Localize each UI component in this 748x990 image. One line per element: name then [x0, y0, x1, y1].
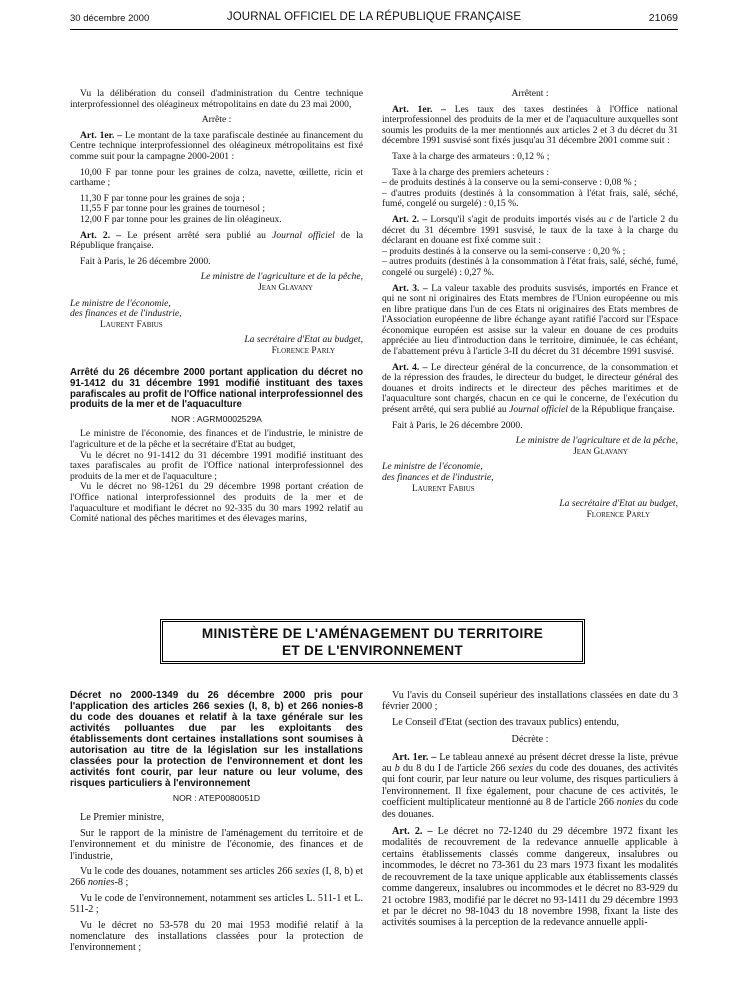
- rate-soja: 11,30 F par tonne pour les graines de soja ;: [80, 192, 245, 204]
- decree-title: Décret no 2000-1349 du 26 décembre 2000 pris pour l'application des articles 266 sexies (I, 8, b) et 266 nonies-8 du code des douanes et relatif à la taxe générale sur les activités polluantes due par les exploitants des établissements dont certaines installations sont soumises à autorisation au titre de la législation sur les installations classées pour la protection de l'environnement et dont les activités font courir, par leur nature ou leur volume, des risques particuliers à l'environnement: [70, 690, 363, 789]
- tax-armateurs: Taxe à la charge des armateurs : 0,12 % ;: [392, 150, 550, 162]
- signatory-role: Le ministre de l'économie,: [382, 461, 483, 473]
- article-1-label: Art. 1er. –: [392, 751, 437, 763]
- signatory-role: La secrétaire d'Etat au budget,: [559, 498, 678, 510]
- running-header: [70, 11, 678, 27]
- left-bottom-column: [70, 690, 363, 954]
- signatory-name: Laurent Fabius: [412, 483, 475, 494]
- vu-decret-1991: Vu le décret no 91-1412 du 31 décembre 1991 modifié instituant des taxes parafiscales au profit de l'Office national interprofessionnel des produits de la mer et de l'aquaculture ;: [70, 449, 363, 482]
- sur-le-rapport: Sur le rapport de la ministre de l'aménagement du territoire et de l'environnement et du ministre de l'économie, des finances et de l'industrie,: [70, 827, 363, 862]
- intro-ministers: Le ministre de l'économie, des finances et de l'industrie, le ministre de l'agriculture et de la pêche et la secrétaire d'Etat au budget,: [70, 428, 363, 451]
- vu-code-douanes: Vu le code des douanes, notamment ses articles 266 sexies (I, 8, b) et 266 nonies-8 ;: [70, 866, 363, 889]
- vu-avis-conseil: Vu l'avis du Conseil supérieur des installations classées en date du 3 février 2000 ;: [382, 690, 678, 713]
- signatory-name: Jean Glavany: [258, 282, 313, 293]
- signatory-role: Le ministre de l'agriculture et de la pêche,: [200, 271, 363, 283]
- ministry-heading-box: [160, 619, 585, 664]
- rate-tournesol: 11,55 F par tonne pour les graines de tournesol ;: [80, 203, 266, 215]
- left-top-column: [70, 89, 363, 525]
- right-bottom-column: [382, 690, 678, 929]
- fait-a-paris: Fait à Paris, le 26 décembre 2000.: [392, 419, 523, 431]
- rate-colza: 10,00 F par tonne pour les graines de colza, navette, œillette, ricin et carthame ;: [70, 166, 363, 189]
- decrete-heading: Décrète :: [511, 734, 549, 746]
- header-date: 30 décembre 2000: [70, 13, 150, 24]
- conseil-etat: Le Conseil d'Etat (section des travaux publics) entendu,: [392, 716, 620, 728]
- right-top-column: [382, 89, 678, 520]
- article-2-label: Art. 2. –: [80, 229, 122, 241]
- list-item: – de produits destinés à la conserve ou la semi-conserve : 0,08 % ;: [382, 177, 637, 189]
- premier-ministre: Le Premier ministre,: [80, 812, 165, 824]
- list-item: – d'autres produits (destinés à la consommation à l'état frais, salé, séché, fumé, congelé ou surgelé) : 0,15 %.: [382, 187, 678, 210]
- signatory-role: La secrétaire d'Etat au budget,: [244, 334, 363, 346]
- vu-deliberation: Vu la délibération du conseil d'administration du Centre technique interprofessionnel des oléagineux métropolitains en date du 23 mai 2000,: [70, 88, 363, 110]
- nor-reference: NOR : ATEP0080051D: [172, 793, 261, 803]
- vu-decret-1998: Vu le décret no 98-1261 du 29 décembre 1998 portant création de l'Office national interprofessionnel des produits de la mer et de l'aquaculture et modifiant le décret no 92-335 du 30 mars 1992 relatif au Comité national des pêches maritimes et des élevages marins,: [70, 481, 363, 525]
- article-1: Art. 1er. – Le montant de la taxe parafiscale destinée au financement du Centre technique interprofessionnel des oléagineux métropolitains est fixé comme suit pour la campagne 2000-2001 :: [70, 129, 363, 162]
- article-2: Art. 2. – Le présent arrêté sera publié au Journal officiel de la République française.: [70, 229, 364, 252]
- tax-acheteurs: Taxe à la charge des premiers acheteurs :: [392, 166, 550, 178]
- article-4-label: Art. 4. –: [392, 361, 428, 373]
- signatory-role: Le ministre de l'économie,: [70, 297, 171, 309]
- page-number: 21069: [648, 12, 678, 24]
- article-3: Art. 3. – La valeur taxable des produits susvisés, importés en France et qui ne sont ni originaires des Etats membres de l'Union européenne ou mis en libre pratique dans l'un de ces Etats ni originaires des Etats membres de l'Association européenne de libre échange ayant ratifié l'accord sur l'Espace économique européen est assise sur la valeur en douane de ces produits appréciée au lieu d'introduction dans le territoire, diminuée, le cas échéant, de l'abattement prévu à l'article 3-II du décret du 31 décembre 1991 susvisé.: [382, 282, 678, 358]
- list-item: – autres produits (destinés à la consommation à l'état frais, salé, séché, fumé, congelé ou surgelé) : 0,27 %.: [382, 256, 678, 278]
- signatory-name: Jean Glavany: [573, 446, 628, 457]
- signatory-name: Florence Parly: [271, 345, 335, 356]
- article-2-label: Art. 2. –: [392, 826, 433, 838]
- article-2: Art. 2. – Le décret no 72-1240 du 29 décembre 1972 fixant les modalités de recouvrement de la redevance annuelle applicable à certains établissements classés comme dangereux, insalubres ou incommodes, le décret no 73-361 du 23 mars 1973 fixant les modalités de recouvrement de la taxe unique applicable aux établissements classés comme dangereux, insalubres ou incommodes et le décret no 83-929 du 21 octobre 1983, modifié par le décret no 93-1411 du 29 décembre 1993 et par le décret no 98-1043 du 18 novembre 1998, fixant la liste des activités soumises à la perception de la redevance annuelle appli-: [382, 826, 678, 929]
- vu-decret-1953: Vu le décret no 53-578 du 20 mai 1953 modifié relatif à la nomenclature des installations classées pour la protection de l'environnement ;: [70, 919, 363, 954]
- article-1: Art. 1er. – Les taux des taxes destinées à l'Office national interprofessionnel des produits de la mer et de l'aquaculture auxquelles sont soumis les produits de la mer mentionnés aux articles 2 et 3 du décret du 31 décembre 1991 susvisé sont fixés jusqu'au 31 décembre 2001 comme suit :: [382, 103, 678, 147]
- vu-code-environnement: Vu le code de l'environnement, notamment ses articles L. 511-1 et L. 511-2 ;: [70, 892, 363, 916]
- rate-lin: 12,00 F par tonne pour les graines de lin oléagineux.: [80, 213, 282, 225]
- signatory-role: des finances et de l'industrie,: [70, 308, 182, 320]
- signatory-role: Le ministre de l'agriculture et de la pêche,: [515, 435, 678, 447]
- journal-title: JOURNAL OFFICIEL DE LA RÉPUBLIQUE FRANÇAISE: [226, 11, 522, 23]
- ministry-line-1: MINISTÈRE DE L'AMÉNAGEMENT DU TERRITOIRE: [201, 626, 544, 641]
- ministry-line-2: ET DE L'ENVIRONNEMENT: [282, 643, 463, 658]
- article-3-label: Art. 3. –: [392, 282, 428, 294]
- list-item: – produits destinés à la conserve ou la semi-conserve : 0,20 % ;: [382, 245, 626, 257]
- signatory-name: Laurent Fabius: [100, 319, 163, 330]
- decree-title: Arrêté du 26 décembre 2000 portant application du décret no 91-1412 du 31 décembre 1991 modifié instituant des taxes parafiscales au profit de l'Office national interprofessionnel des produits de la mer et de l'aquaculture: [70, 367, 363, 411]
- header-rule: [70, 29, 678, 30]
- article-1: Art. 1er. – Le tableau annexé au présent décret dresse la liste, prévue au b du 8 du I de l'article 266 sexies du code des douanes, des activités qui font courir, par leur nature ou leur volume, des risques particuliers à l'environnement. Il fixe également, pour chacune de ces activités, le coefficient multiplicateur mentionné au 8 de l'article 266 nonies du code des douanes.: [382, 751, 679, 820]
- signatory-name: Florence Parly: [586, 509, 650, 520]
- article-2-label: Art. 2. –: [392, 213, 428, 225]
- arretent-heading: Arrêtent :: [511, 88, 549, 99]
- article-2: Art. 2. – Lorsqu'il s'agit de produits importés visés au c de l'article 2 du décret du 31 décembre 1991 susvisé, le taux de la taxe à la charge du déclarant en douane est fixé comme suit :: [382, 213, 679, 247]
- signatory-role: des finances et de l'industrie,: [382, 472, 494, 483]
- article-1-label: Art. 1er. –: [80, 129, 123, 141]
- arrete-heading: Arrête :: [201, 114, 232, 126]
- fait-a-paris: Fait à Paris, le 26 décembre 2000.: [80, 255, 211, 267]
- article-4: Art. 4. – Le directeur général de la concurrence, de la consommation et de la répression des fraudes, le directeur du budget, le directeur général des douanes et droits indirects et le directeur des pêches maritimes et de l'aquaculture sont chargés, chacun en ce qui le concerne, de l'exécution du présent arrêté, qui sera publié au Journal officiel de la République française.: [382, 361, 678, 416]
- article-1-label: Art. 1er. –: [392, 103, 446, 115]
- nor-reference: NOR : AGRM0002529A: [171, 413, 262, 424]
